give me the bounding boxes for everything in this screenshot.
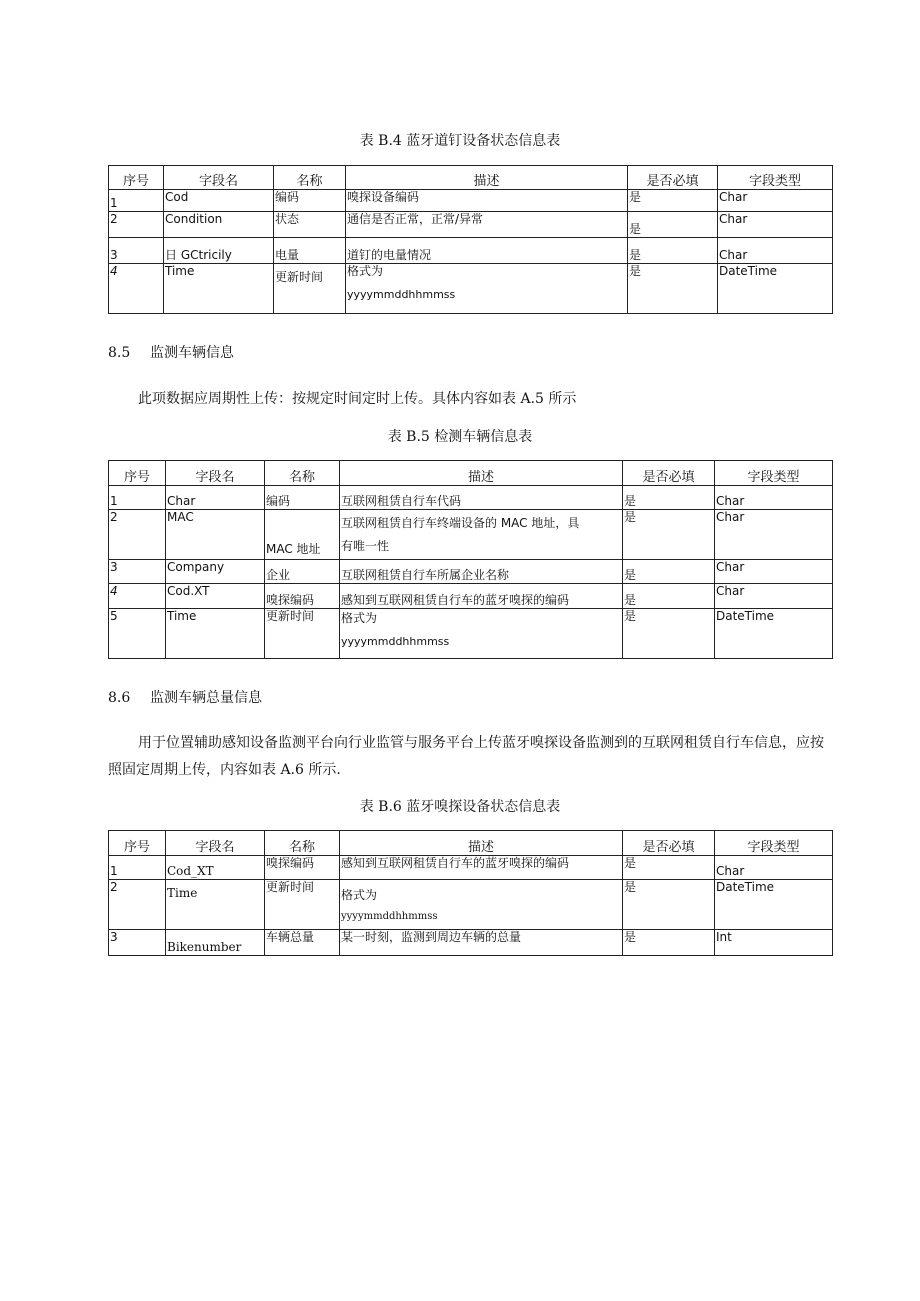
- section-heading: [108, 687, 262, 707]
- desc-line: 格式为: [341, 888, 378, 902]
- header-cell: 字段名: [166, 461, 265, 486]
- cell-index: 1: [109, 190, 164, 212]
- cell-type: Char: [715, 560, 833, 584]
- cell-required: 是: [623, 609, 715, 659]
- cell-type: Char: [715, 584, 833, 609]
- desc-format: yyyymmddhhmmss: [347, 288, 456, 301]
- header-cell: 序号: [109, 831, 166, 856]
- table-row: [109, 486, 833, 510]
- cell-desc: 感知到互联网租赁自行车的蓝牙嗅探的编码: [340, 584, 623, 609]
- cell-field: Company: [166, 560, 265, 584]
- cell-type: Char: [718, 190, 833, 212]
- header-cell: 名称: [274, 166, 346, 190]
- table-header-row: [109, 831, 833, 856]
- section-paragraph: 用于位置辅助感知设备监测平台向行业监管与服务平台上传蓝牙嗅探设备监测到的互联网租赁自行车信息，应按照固定周期上传，内容如表 A.6 所示.: [108, 735, 824, 778]
- cell-index: 2: [109, 880, 166, 930]
- table-b5: [108, 460, 833, 659]
- cell-type: Char: [715, 510, 833, 560]
- cell-name: 企业: [265, 560, 340, 584]
- cell-field: 日 GCtricily: [164, 238, 274, 264]
- cell-name: 更新时间: [265, 609, 340, 659]
- cell-type: DateTime: [715, 880, 833, 930]
- header-cell: 名称: [265, 461, 340, 486]
- cell-index: 3: [109, 560, 166, 584]
- desc-line: 互联网租赁自行车终端设备的 MAC 地址，具: [341, 516, 580, 530]
- cell-required: 是: [628, 238, 718, 264]
- cell-field: Cod.XT: [166, 584, 265, 609]
- header-cell: 描述: [346, 166, 628, 190]
- cell-desc: 嗅探设备编码: [346, 190, 628, 212]
- cell-desc: [340, 609, 623, 659]
- header-cell: 字段名: [164, 166, 274, 190]
- cell-name: 电量: [274, 238, 346, 264]
- table-row: [109, 930, 833, 956]
- cell-field: Time: [166, 609, 265, 659]
- cell-index: 5: [109, 609, 166, 659]
- cell-type: DateTime: [715, 609, 833, 659]
- cell-field: Cod: [164, 190, 274, 212]
- cell-index: 1: [109, 856, 166, 880]
- table-row: [109, 264, 833, 314]
- cell-name: 嗅探编码: [265, 856, 340, 880]
- cell-name: MAC 地址: [265, 510, 340, 560]
- cell-desc: [346, 264, 628, 314]
- cell-index: 4: [109, 584, 166, 609]
- cell-field: Char: [166, 486, 265, 510]
- table-b6-caption: 表 B.6 蓝牙嗅探设备状态信息表: [359, 799, 561, 815]
- cell-desc: [340, 880, 623, 930]
- table-row: [109, 560, 833, 584]
- header-cell: 字段类型: [718, 166, 833, 190]
- header-cell: 字段名: [166, 831, 265, 856]
- cell-name: 编码: [274, 190, 346, 212]
- section-title: 监测车辆信息: [150, 345, 234, 361]
- section-number: 8.6: [108, 690, 131, 706]
- cell-index: 3: [109, 238, 164, 264]
- cell-name: 车辆总量: [265, 930, 340, 956]
- section-title: 监测车辆总量信息: [150, 690, 262, 706]
- section-paragraph: 此项数据应周期性上传：按规定时间定时上传。具体内容如表 A.5 所示: [138, 391, 577, 407]
- table-row: [109, 856, 833, 880]
- cell-required: 是: [623, 560, 715, 584]
- section-heading: [108, 342, 234, 362]
- cell-required: 是: [628, 264, 718, 314]
- table-row: [109, 212, 833, 238]
- cell-name: 编码: [265, 486, 340, 510]
- header-cell: 描述: [340, 831, 623, 856]
- header-cell: 是否必填: [623, 831, 715, 856]
- cell-desc: 互联网租赁自行车所属企业名称: [340, 560, 623, 584]
- header-cell: 是否必填: [628, 166, 718, 190]
- cell-name: 嗅探编码: [265, 584, 340, 609]
- header-cell: 序号: [109, 166, 164, 190]
- cell-required: 是: [623, 510, 715, 560]
- table-b6: [108, 830, 833, 956]
- cell-desc: 通信是否正常，正常/异常: [346, 212, 628, 238]
- table-row: [109, 510, 833, 560]
- header-cell: 字段类型: [715, 831, 833, 856]
- cell-required: 是: [628, 212, 718, 238]
- cell-index: 1: [109, 486, 166, 510]
- table-header-row: [109, 166, 833, 190]
- header-cell: 描述: [340, 461, 623, 486]
- desc-line: 格式为: [347, 264, 384, 278]
- cell-type: Int: [715, 930, 833, 956]
- table-b4: [108, 165, 833, 314]
- cell-type: Char: [715, 486, 833, 510]
- cell-type: Char: [718, 212, 833, 238]
- cell-required: 是: [623, 880, 715, 930]
- cell-required: 是: [623, 856, 715, 880]
- cell-field: Bikenumber: [166, 930, 265, 956]
- cell-field: Cod_XT: [166, 856, 265, 880]
- cell-index: 3: [109, 930, 166, 956]
- cell-name: 更新时间: [274, 264, 346, 314]
- cell-field: MAC: [166, 510, 265, 560]
- table-row: [109, 609, 833, 659]
- desc-format: yyyymmddhhmmss: [341, 635, 450, 648]
- header-cell: 是否必填: [623, 461, 715, 486]
- cell-desc: 互联网租赁自行车代码: [340, 486, 623, 510]
- cell-index: 4: [109, 264, 164, 314]
- cell-type: Char: [715, 856, 833, 880]
- cell-desc: 感知到互联网租赁自行车的蓝牙嗅探的编码: [340, 856, 623, 880]
- table-row: [109, 238, 833, 264]
- table-row: [109, 190, 833, 212]
- cell-type: Char: [718, 238, 833, 264]
- cell-desc: 道钉的电量情况: [346, 238, 628, 264]
- table-b4-caption: 表 B.4 蓝牙道钉设备状态信息表: [359, 133, 561, 149]
- header-cell: 序号: [109, 461, 166, 486]
- cell-field: Condition: [164, 212, 274, 238]
- cell-index: 2: [109, 212, 164, 238]
- table-row: [109, 584, 833, 609]
- cell-required: 是: [623, 486, 715, 510]
- cell-field: Time: [166, 880, 265, 930]
- cell-type: DateTime: [718, 264, 833, 314]
- cell-required: 是: [628, 190, 718, 212]
- cell-name: 状态: [274, 212, 346, 238]
- section-number: 8.5: [108, 345, 131, 361]
- table-b5-caption: 表 B.5 检测车辆信息表: [387, 429, 533, 445]
- cell-desc: 某一时刻，监测到周边车辆的总量: [340, 930, 623, 956]
- desc-format: yyyymmddhhmmss: [341, 911, 438, 922]
- cell-index: 2: [109, 510, 166, 560]
- cell-required: 是: [623, 930, 715, 956]
- table-header-row: [109, 461, 833, 486]
- cell-name: 更新时间: [265, 880, 340, 930]
- table-row: [109, 880, 833, 930]
- desc-line-2: 有唯一性: [341, 539, 390, 553]
- cell-field: Time: [164, 264, 274, 314]
- header-cell: 名称: [265, 831, 340, 856]
- desc-line: 格式为: [341, 611, 378, 625]
- cell-desc: [340, 510, 623, 560]
- cell-required: 是: [623, 584, 715, 609]
- header-cell: 字段类型: [715, 461, 833, 486]
